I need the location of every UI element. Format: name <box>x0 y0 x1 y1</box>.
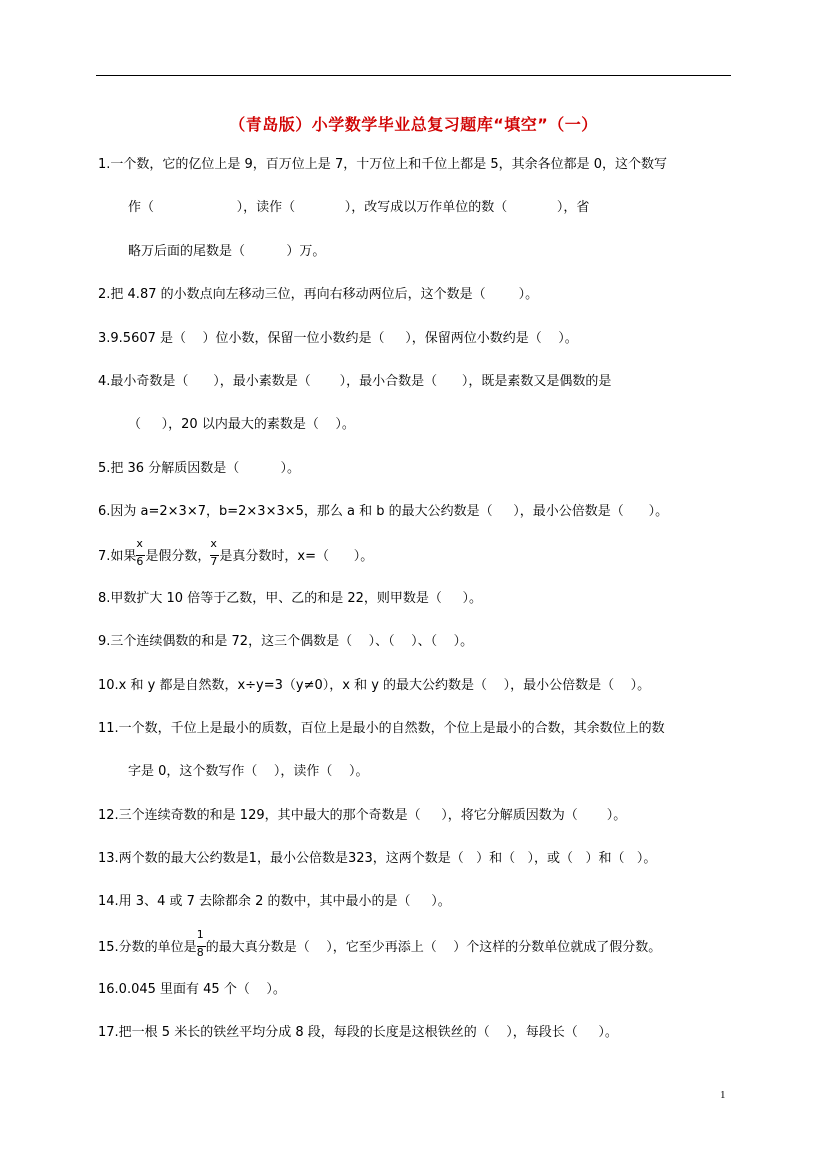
fraction-1-over-8 <box>196 928 206 959</box>
question-1-line-3: 略万后面的尾数是（ ）万。 <box>128 244 326 259</box>
q7-suffix: 是真分数时，x=（ ）。 <box>219 549 374 564</box>
question-11-line-2: 字是 0，这个数写作（ ），读作（ ）。 <box>128 764 369 779</box>
question-14: 14.用 3、4 或 7 去除都余 2 的数中，其中最小的是（ ）。 <box>98 894 451 909</box>
question-12: 12.三个连续奇数的和是 129，其中最大的那个奇数是（ ），将它分解质因数为（ ）。 <box>98 808 627 823</box>
q7-mid: 是假分数， <box>145 549 211 564</box>
question-10: 10.x 和 y 都是自然数，x÷y=3（y≠0），x 和 y 的最大公约数是（ ），最小公倍数是（ ）。 <box>98 678 651 693</box>
fraction-denominator: 7 <box>210 555 218 568</box>
page-title: （青岛版）小学数学毕业总复习题库“填空”（一） <box>229 115 598 134</box>
fraction-x-over-7 <box>210 537 219 568</box>
question-2: 2.把 4.87 的小数点向左移动三位，再向右移动两位后，这个数是（ ）。 <box>98 287 539 302</box>
question-15 <box>98 928 662 959</box>
fraction-denominator: 6 <box>136 555 144 568</box>
fraction-numerator: 1 <box>196 928 204 941</box>
question-7 <box>98 537 374 568</box>
page-number: 1 <box>720 1089 726 1101</box>
question-1-line-1: 1.一个数，它的亿位上是 9，百万位上是 7，十万位上和千位上都是 5，其余各位都是 0，这个数写 <box>98 157 668 172</box>
fraction-numerator: x <box>136 537 143 550</box>
question-8: 8.甲数扩大 10 倍等于乙数，甲、乙的和是 22，则甲数是（ ）。 <box>98 591 483 606</box>
fraction-x-over-6 <box>136 537 145 568</box>
question-6: 6.因为 a=2×3×7，b=2×3×3×5，那么 a 和 b 的最大公约数是（ ），最小公倍数是（ ）。 <box>98 504 669 519</box>
q7-prefix: 7.如果 <box>98 549 137 564</box>
question-9: 9.三个连续偶数的和是 72，这三个偶数是（ ）、（ ）、（ ）。 <box>98 634 474 649</box>
fraction-numerator: x <box>210 537 217 550</box>
question-4-line-1: 4.最小奇数是（ ），最小素数是（ ），最小合数是（ ），既是素数又是偶数的是 <box>98 374 612 389</box>
question-13: 13.两个数的最大公约数是1，最小公倍数是323，这两个数是（ ）和（ ），或（ ）和（ ）。 <box>98 851 657 866</box>
question-5: 5.把 36 分解质因数是（ ）。 <box>98 461 301 476</box>
question-11-line-1: 11.一个数，千位上是最小的质数，百位上是最小的自然数，个位上是最小的合数，其余数位上的数 <box>98 721 665 736</box>
header-rule <box>96 75 731 76</box>
question-4-line-2: （ ），20 以内最大的素数是（ ）。 <box>128 417 355 432</box>
q15-prefix: 15.分数的单位是 <box>98 940 197 955</box>
question-3: 3.9.5607 是（ ）位小数，保留一位小数约是（ ），保留两位小数约是（ ）。 <box>98 331 578 346</box>
question-1-line-2: 作（ ），读作（ ），改写成以万作单位的数（ ），省 <box>128 200 590 215</box>
question-16: 16.0.045 里面有 45 个（ ）。 <box>98 982 286 997</box>
question-17: 17.把一根 5 米长的铁丝平均分成 8 段，每段的长度是这根铁丝的（ ），每段长（ ）。 <box>98 1025 618 1040</box>
q15-suffix: 的最大真分数是（ ），它至少再添上（ ）个这样的分数单位就成了假分数。 <box>205 940 662 955</box>
fraction-denominator: 8 <box>196 946 204 959</box>
